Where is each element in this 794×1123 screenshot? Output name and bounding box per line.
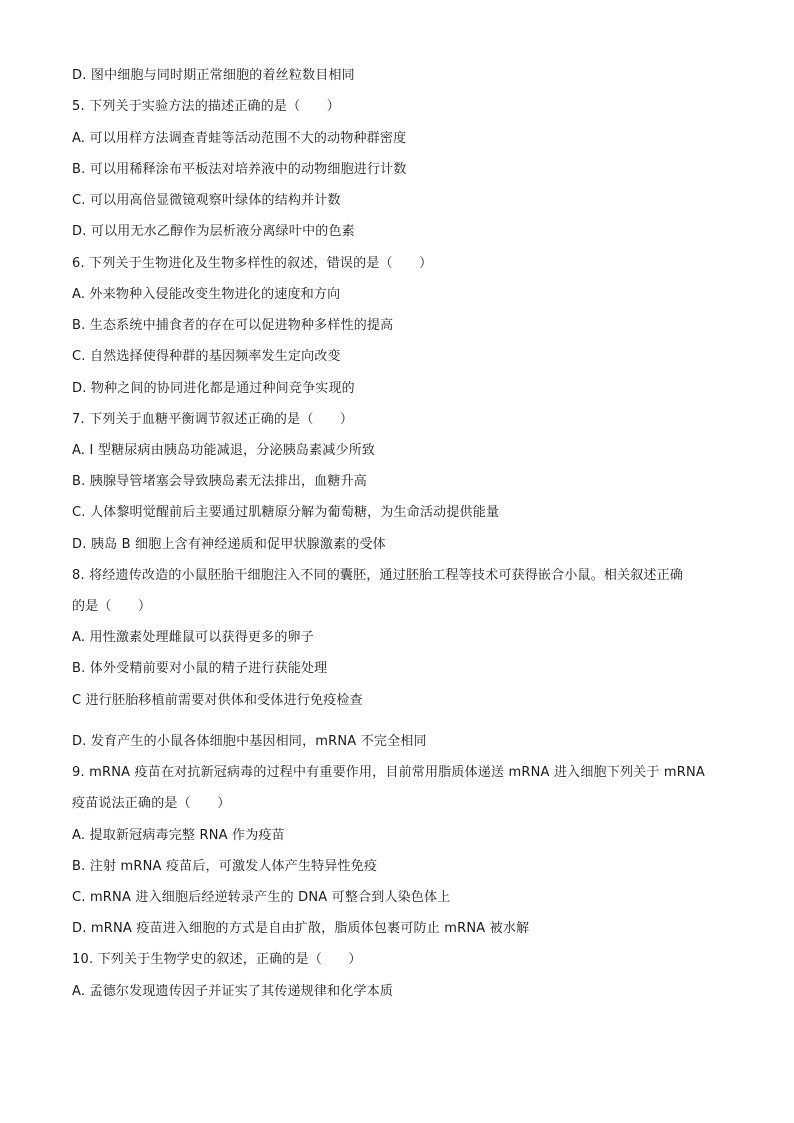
option-b-q8: B. 体外受精前要对小鼠的精子进行获能处理 xyxy=(72,661,328,676)
option-c-q5: C. 可以用高倍显微镜观察叶绿体的结构并计数 xyxy=(72,193,341,208)
option-a-q10: A. 孟德尔发现遗传因子并证实了其传递规律和化学本质 xyxy=(72,984,394,999)
option-a-q6: A. 外来物种入侵能改变生物进化的速度和方向 xyxy=(72,287,341,302)
question-8-line2: 的是（ ） xyxy=(72,599,152,614)
option-d-q8: D. 发育产生的小鼠各体细胞中基因相同，mRNA 不完全相同 xyxy=(72,734,427,749)
question-10: 10. 下列关于生物学史的叙述，正确的是（ ） xyxy=(72,952,362,967)
option-a-q8: A. 用性激素处理雌鼠可以获得更多的卵子 xyxy=(72,630,314,645)
question-9-line1: 9. mRNA 疫苗在对抗新冠病毒的过程中有重要作用，目前常用脂质体递送 mRNA 进入细胞下列关于 mRNA xyxy=(72,765,706,780)
question-7: 7. 下列关于血糖平衡调节叙述正确的是（ ） xyxy=(72,412,354,427)
option-b-q6: B. 生态系统中捕食者的存在可以促进物种多样性的提高 xyxy=(72,318,394,333)
option-d-q9: D. mRNA 疫苗进入细胞的方式是自由扩散，脂质体包裹可防止 mRNA 被水解 xyxy=(72,921,530,936)
option-c-q9: C. mRNA 进入细胞后经逆转录产生的 DNA 可整合到人染色体上 xyxy=(72,890,451,905)
option-b-q7: B. 胰腺导管堵塞会导致胰岛素无法排出，血糖升高 xyxy=(72,474,367,489)
option-d-q7: D. 胰岛 B 细胞上含有神经递质和促甲状腺激素的受体 xyxy=(72,537,386,552)
option-c-q6: C. 自然选择使得种群的基因频率发生定向改变 xyxy=(72,349,341,364)
option-d-q4: D. 图中细胞与同时期正常细胞的着丝粒数目相同 xyxy=(72,68,355,83)
option-a-q5: A. 可以用样方法调查青蛙等活动范围不大的动物种群密度 xyxy=(72,131,407,146)
option-b-q9: B. 注射 mRNA 疫苗后，可激发人体产生特异性免疫 xyxy=(72,859,378,874)
option-a-q7: A. I 型糖尿病由胰岛功能减退，分泌胰岛素减少所致 xyxy=(72,443,376,458)
option-b-q5: B. 可以用稀释涂布平板法对培养液中的动物细胞进行计数 xyxy=(72,162,407,177)
option-a-q9: A. 提取新冠病毒完整 RNA 作为疫苗 xyxy=(72,828,285,843)
option-d-q6: D. 物种之间的协同进化都是通过种间竞争实现的 xyxy=(72,381,355,396)
question-9-line2: 疫苗说法正确的是（ ） xyxy=(72,796,231,811)
question-5: 5. 下列关于实验方法的描述正确的是（ ） xyxy=(72,99,340,114)
option-d-q5: D. 可以用无水乙醇作为层析液分离绿叶中的色素 xyxy=(72,224,355,239)
question-6: 6. 下列关于生物进化及生物多样性的叙述，错误的是（ ） xyxy=(72,256,433,271)
option-c-q8: C 进行胚胎移植前需要对供体和受体进行免疫检查 xyxy=(72,693,363,708)
option-c-q7: C. 人体黎明觉醒前后主要通过肌糖原分解为葡萄糖，为生命活动提供能量 xyxy=(72,505,500,520)
question-8-line1: 8. 将经遗传改造的小鼠胚胎干细胞注入不同的囊胚，通过胚胎工程等技术可获得嵌合小鼠。相关叙述正确 xyxy=(72,568,684,583)
